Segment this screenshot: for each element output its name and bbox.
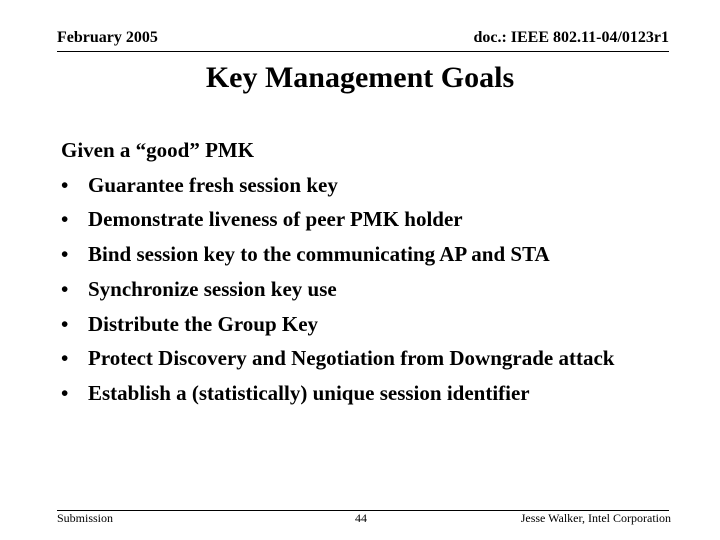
bullet-icon: •	[61, 311, 69, 336]
bullet-item	[61, 341, 661, 376]
bullet-icon: •	[61, 346, 69, 371]
footer-page-number: 44	[355, 511, 367, 525]
bullet-icon: •	[61, 276, 69, 301]
header-date: February 2005	[57, 29, 158, 46]
header-doc-id: doc.: IEEE 802.11-04/0123r1	[473, 29, 669, 46]
bullet-item	[61, 376, 661, 411]
bullet-item	[61, 237, 661, 272]
bullet-text: Guarantee fresh session key	[88, 172, 338, 197]
bullet-text: Protect Discovery and Negotiation from Downgrade attack	[88, 346, 615, 371]
bullet-text: Distribute the Group Key	[88, 311, 319, 336]
bullet-text: Establish a (statistically) unique session identifier	[88, 381, 530, 406]
header-rule	[57, 51, 669, 52]
lead-line: Given a “good” PMK	[61, 138, 255, 162]
slide-body	[61, 133, 661, 411]
bullet-item	[61, 168, 661, 203]
footer-submission: Submission	[57, 511, 114, 525]
bullet-item	[61, 307, 661, 342]
bullet-text: Demonstrate liveness of peer PMK holder	[88, 207, 463, 232]
bullet-text: Synchronize session key use	[88, 276, 337, 301]
bullet-icon: •	[61, 207, 69, 232]
bullet-text: Bind session key to the communicating AP and STA	[88, 242, 550, 267]
bullet-item	[61, 202, 661, 237]
slide-title: Key Management Goals	[205, 61, 515, 94]
bullet-item	[61, 272, 661, 307]
bullet-icon: •	[61, 381, 69, 406]
footer-author: Jesse Walker, Intel Corporation	[520, 511, 671, 525]
bullet-list	[61, 168, 661, 411]
bullet-icon: •	[61, 242, 69, 267]
bullet-icon: •	[61, 172, 69, 197]
